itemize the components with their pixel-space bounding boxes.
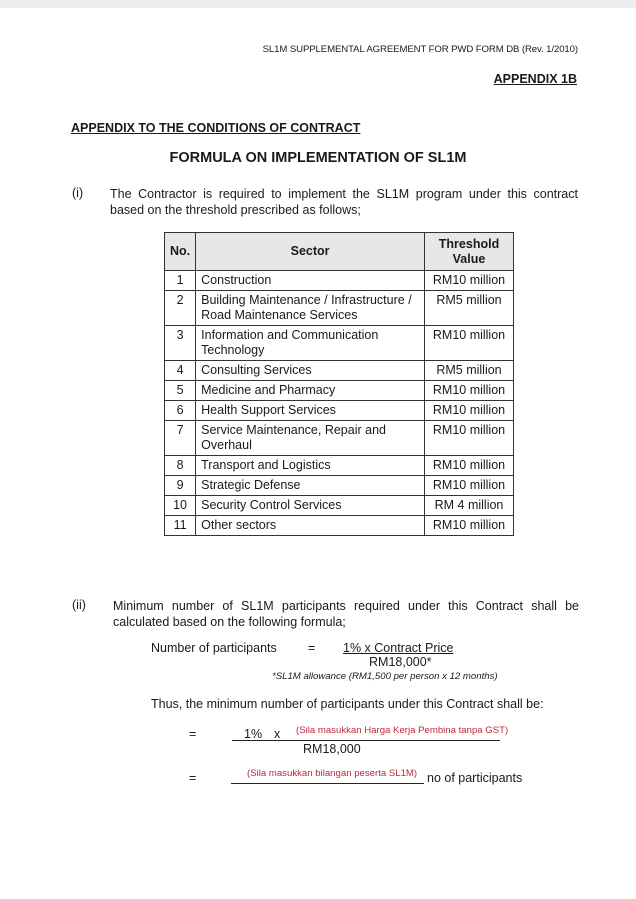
row-value: RM10 million (425, 381, 514, 401)
row-sector: Construction (196, 271, 425, 291)
table-row (165, 456, 514, 476)
table-row (165, 381, 514, 401)
row-no: 10 (165, 496, 196, 516)
row-value: RM5 million (425, 291, 514, 326)
table-row (165, 421, 514, 456)
row-no: 4 (165, 361, 196, 381)
appendix-label: APPENDIX 1B (493, 72, 577, 86)
formula-title: FORMULA ON IMPLEMENTATION OF SL1M (169, 150, 467, 166)
row-value: RM10 million (425, 456, 514, 476)
row-sector: Strategic Defense (196, 476, 425, 496)
header-sector: Sector (196, 233, 425, 271)
row-value: RM 4 million (425, 496, 514, 516)
table-row (165, 271, 514, 291)
row-value: RM10 million (425, 476, 514, 496)
header-threshold: Threshold Value (425, 233, 514, 271)
row-no: 8 (165, 456, 196, 476)
calc-equals-2: = (189, 771, 197, 785)
fraction-bar (232, 740, 500, 741)
calc-times: x (274, 727, 281, 741)
row-no: 5 (165, 381, 196, 401)
row-value: RM10 million (425, 271, 514, 291)
table-row (165, 496, 514, 516)
row-sector: Consulting Services (196, 361, 425, 381)
formula-note: *SL1M allowance (RM1,500 per person x 12 months) (272, 671, 498, 682)
contract-price-field[interactable]: (Sila masukkan Harga Kerja Pembina tanpa GST) (296, 725, 509, 736)
para-2-number: (ii) (72, 598, 86, 612)
participants-underline (231, 783, 424, 784)
table-row (165, 516, 514, 536)
formula-denominator: RM18,000* (369, 655, 432, 669)
table-row (165, 291, 514, 326)
formula-label: Number of participants (151, 641, 277, 655)
row-value: RM10 million (425, 516, 514, 536)
section-title: APPENDIX TO THE CONDITIONS OF CONTRACT (71, 121, 361, 135)
row-no: 7 (165, 421, 196, 456)
table-row (165, 361, 514, 381)
para-1-text: The Contractor is required to implement the SL1M program under this contract based on the threshold prescribed as follows; (110, 187, 578, 217)
row-sector: Building Maintenance / Infrastructure / Road Maintenance Services (196, 291, 425, 326)
calc-equals-1: = (189, 727, 197, 741)
row-no: 1 (165, 271, 196, 291)
row-sector: Transport and Logistics (196, 456, 425, 476)
row-sector: Security Control Services (196, 496, 425, 516)
row-value: RM5 million (425, 361, 514, 381)
row-sector: Other sectors (196, 516, 425, 536)
formula-equals: = (308, 641, 316, 655)
calc-denominator: RM18,000 (303, 742, 361, 756)
row-sector: Medicine and Pharmacy (196, 381, 425, 401)
row-sector: Information and Communication Technology (196, 326, 425, 361)
threshold-table (164, 232, 514, 536)
row-no: 3 (165, 326, 196, 361)
formula-numerator: 1% x Contract Price (343, 641, 454, 655)
row-value: RM10 million (425, 421, 514, 456)
row-sector: Service Maintenance, Repair and Overhaul (196, 421, 425, 456)
table-row (165, 476, 514, 496)
row-value: RM10 million (425, 326, 514, 361)
row-no: 6 (165, 401, 196, 421)
thus-text: Thus, the minimum number of participants under this Contract shall be: (151, 697, 544, 711)
table-row (165, 401, 514, 421)
document-reference: SL1M SUPPLEMENTAL AGREEMENT FOR PWD FORM DB (Rev. 1/2010) (262, 44, 578, 55)
para-2-text: Minimum number of SL1M participants required under this Contract shall be calculated based on the following formula; (113, 599, 579, 629)
row-no: 11 (165, 516, 196, 536)
row-no: 2 (165, 291, 196, 326)
row-no: 9 (165, 476, 196, 496)
row-value: RM10 million (425, 401, 514, 421)
table-header-row (165, 233, 514, 271)
table-row (165, 326, 514, 361)
calc-percent: 1% (244, 727, 263, 741)
header-no: No. (165, 233, 196, 271)
participants-field[interactable]: (Sila masukkan bilangan peserta SL1M) (247, 768, 418, 779)
scan-top-edge (0, 0, 636, 8)
para-1-number: (i) (72, 186, 84, 200)
calc-suffix: no of participants (427, 771, 523, 785)
row-sector: Health Support Services (196, 401, 425, 421)
